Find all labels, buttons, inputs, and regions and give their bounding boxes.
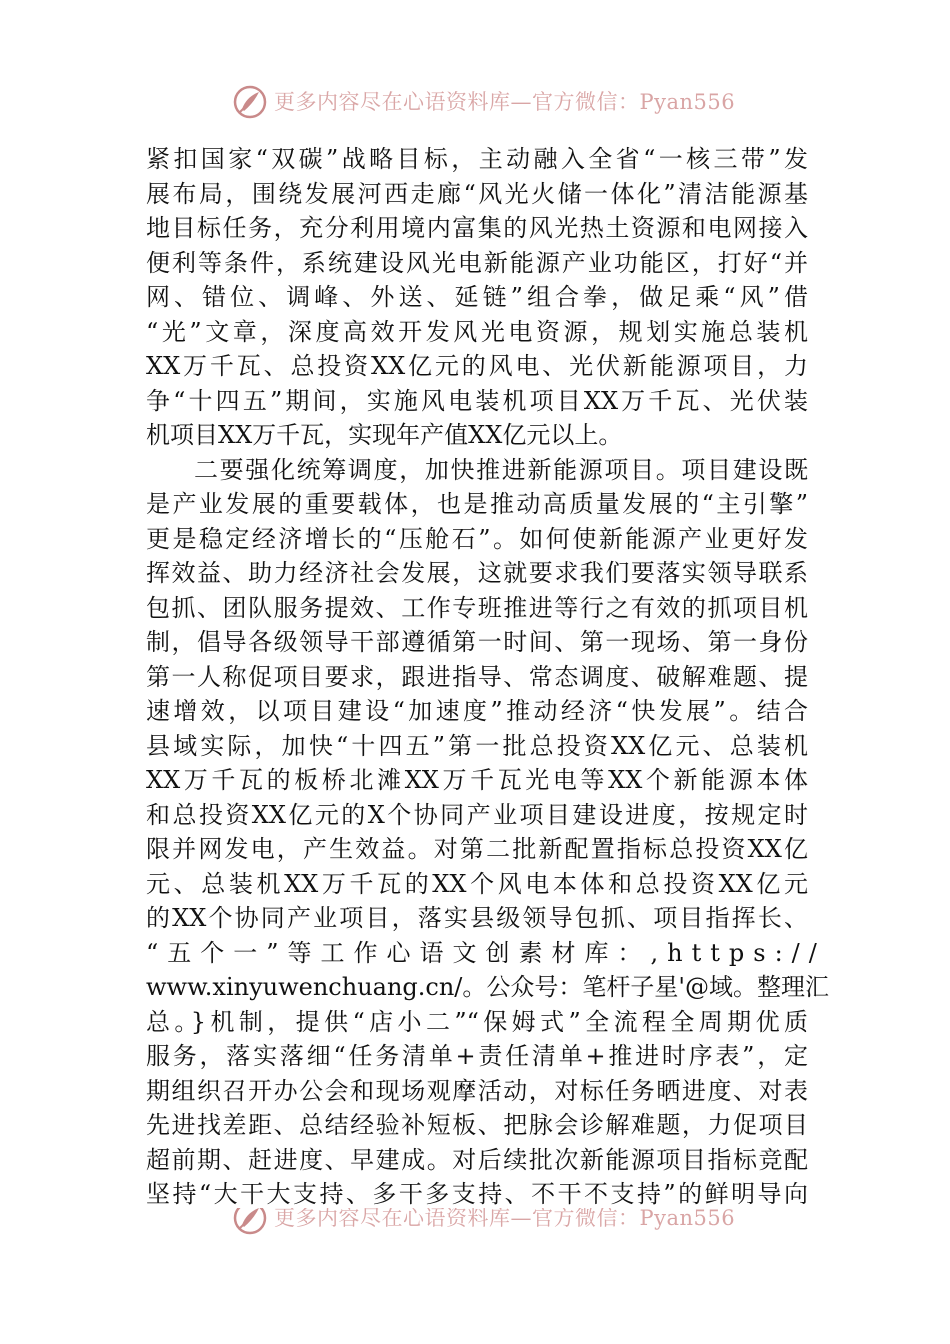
text-line: 和总投资XX亿元的X个协同产业项目建设进度，按规定时 [146, 800, 808, 829]
watermark-text: 更多内容尽在心语资料库—官方微信：Pyan556 [274, 1208, 736, 1230]
text-line: 紧扣国家“双碳”战略目标，主动融入全省“一核三带”发 [146, 145, 808, 173]
text-line: 挥效益、助力经济社会发展，这就要求我们要落实领导联系 [146, 559, 808, 587]
brush-logo-icon [232, 1208, 268, 1236]
text-line: XX万千瓦的板桥北滩XX万千瓦光电等XX个新能源本体 [146, 766, 808, 794]
footer-watermark [232, 1208, 735, 1238]
text-line: 便利等条件，系统建设风光电新能源产业功能区，打好“并 [146, 248, 808, 277]
text-line: “五个一”等工作心语文创素材库：,https:// [146, 938, 826, 967]
document-body [146, 142, 829, 1212]
text-line: 争“十四五”期间，实施风电装机项目XX万千瓦、光伏装 [146, 386, 808, 415]
text-line: 总。}机制，提供“店小二”“保姆式”全流程全周期优质 [146, 1007, 808, 1036]
text-line: 是产业发展的重要载体，也是推动高质量发展的“主引擎” [146, 490, 808, 518]
brush-logo-icon [232, 84, 268, 120]
text-line: 第一人称促项目要求，跟进指导、常态调度、破解难题、提 [146, 662, 808, 691]
text-line: 地目标任务，充分利用境内富集的风光热土资源和电网接入 [146, 214, 808, 242]
text-line: 坚持“大干大支持、多干多支持、不干不支持”的鲜明导向 [146, 1180, 808, 1208]
text-line: 包抓、团队服务提效、工作专班推进等行之有效的抓项目机 [146, 593, 808, 622]
paragraph-first-line: 二要强化统筹调度，加快推进新能源项目。项目建设既 [194, 455, 808, 484]
text-line: 服务，落实落细“任务清单+责任清单+推进时序表”，定 [146, 1042, 808, 1070]
text-line: 制，倡导各级领导干部遵循第一时间、第一现场、第一身份 [146, 628, 808, 656]
text-line: “光”文章，深度高效开发风光电资源，规划实施总装机 [146, 317, 808, 346]
text-line: 的XX个协同产业项目，落实县级领导包抓、项目指挥长、 [146, 904, 808, 932]
text-line: XX万千瓦、总投资XX亿元的风电、光伏新能源项目，力 [146, 352, 808, 380]
text-line: www.xinyuwenchuang.cn/。公众号：笔杆子星'@域。整理汇 [146, 973, 829, 1001]
watermark-text: 更多内容尽在心语资料库—官方微信：Pyan556 [274, 90, 736, 114]
text-line: 先进找差距、总结经验补短板、把脉会诊解难题，力促项目 [146, 1111, 808, 1139]
text-line: 机项目XX万千瓦，实现年产值XX亿元以上。 [146, 421, 623, 449]
header-watermark [232, 84, 735, 120]
text-line: 更是稳定经济增长的“压舱石”。如何使新能源产业更好发 [146, 524, 808, 553]
text-line: 期组织召开办公会和现场观摩活动，对标任务晒进度、对表 [146, 1076, 808, 1105]
text-line: 限并网发电，产生效益。对第二批新配置指标总投资XX亿 [146, 835, 808, 863]
text-line: 速增效，以项目建设“加速度”推动经济“快发展”。结合 [146, 697, 808, 725]
text-line: 网、错位、调峰、外送、延链”组合拳，做足乘“风”借 [146, 283, 808, 311]
text-line: 展布局，围绕发展河西走廊“风光火储一体化”清洁能源基 [146, 179, 808, 208]
text-line: 超前期、赶进度、早建成。对后续批次新能源项目指标竞配 [146, 1145, 808, 1174]
text-line: 元、总装机XX万千瓦的XX个风电本体和总投资XX亿元 [146, 869, 808, 898]
text-line: 县域实际，加快“十四五”第一批总投资XX亿元、总装机 [146, 731, 808, 760]
